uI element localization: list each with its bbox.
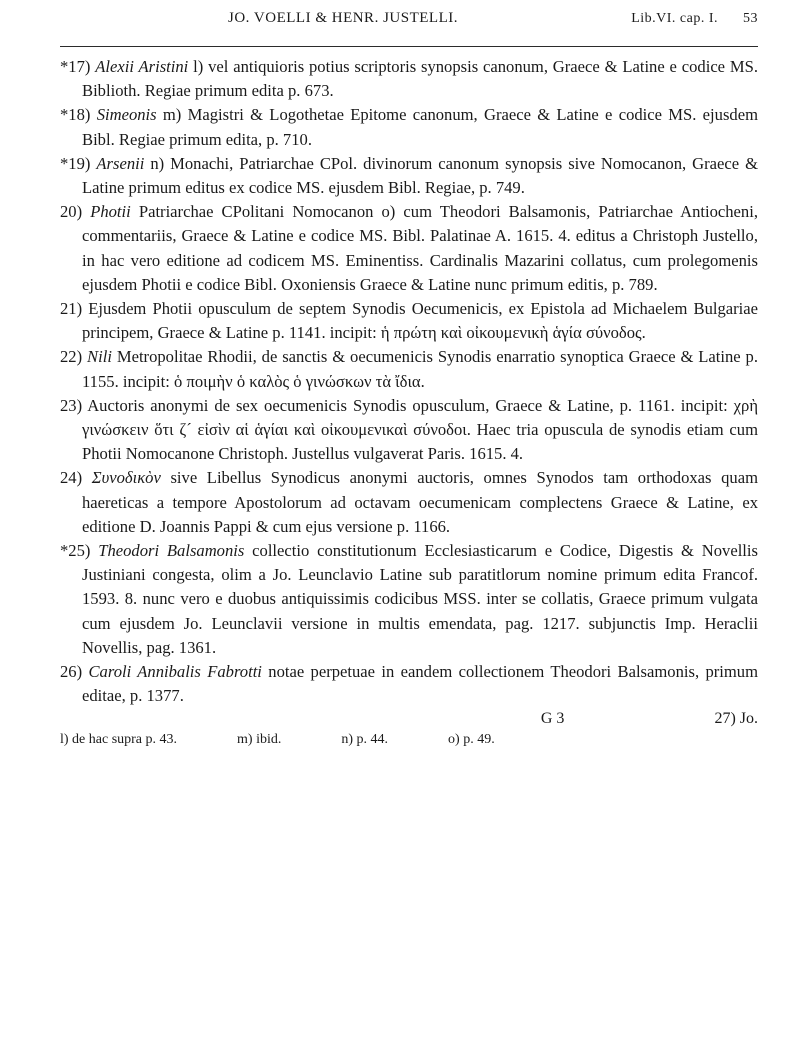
entry-text: notae perpetuae in eandem collectionem Theodori Balsamonis, primum editae, p. 1377. bbox=[82, 662, 758, 706]
footnote: m) ibid. bbox=[237, 732, 282, 748]
signature-mark: G 3 bbox=[540, 710, 565, 728]
footnotes bbox=[60, 732, 758, 748]
entry-number: *19) bbox=[60, 153, 91, 173]
entry-number: 23) bbox=[60, 395, 83, 415]
page-foot bbox=[60, 710, 758, 728]
entry-text: Metropolitae Rhodii, de sanctis & oecumenicis Synodis enarratio synoptica Graece & Latine p. 1155. incipit: ὁ ποιμὴν ὁ καλὸς ὁ γινώσκων τὰ ἴδια. bbox=[82, 347, 758, 391]
entry-author: Caroli Annibalis Fabrotti bbox=[88, 662, 262, 682]
entry-text: l) vel antiquioris potius scriptoris synopsis canonum, Graece & Latine e codice MS. Biblioth. Regiae primum edita p. 673. bbox=[82, 57, 759, 101]
page-number: 53 bbox=[743, 11, 758, 26]
entry-21 bbox=[60, 297, 758, 345]
entry-text: Patriarchae CPolitani Nomocanon o) cum Theodori Balsamonis, Patriarchae Antiocheni, commentariis, Graece & Latine e codice MS. Bibl. Palatinae A. 1615. 4. editus a Christoph Justello, in hac vero editione ad codicem MS. Eminentiss. Cardinalis Mazarini collatus, cum prolegomenis ejusdem Photii e codice Bibl. Oxoniensis Graece & Latine nunc primum editis, p. 789. bbox=[82, 202, 758, 294]
entry-author: Nili bbox=[87, 347, 112, 367]
entry-author: Simeonis bbox=[96, 105, 157, 125]
entry-number: 22) bbox=[60, 347, 83, 367]
entry-text: Ejusdem Photii opusculum de septem Synodis Oecumenicis, ex Epistola ad Michaelem Bulgariae principem, Graece & Latine p. 1141. incipit: ἡ πρώτη καὶ οἰκουμενικὴ ἁγία σύνοδος. bbox=[82, 299, 759, 343]
entry-22 bbox=[60, 345, 758, 393]
entry-text: m) Magistri & Logothetae Epitome canonum, Graece & Latine e codice MS. ejusdem Bibl. Regiae primum edita, p. 710. bbox=[82, 105, 758, 149]
entry-26 bbox=[60, 660, 758, 708]
entry-author: Theodori Balsamonis bbox=[98, 541, 245, 561]
entry-24 bbox=[60, 466, 758, 539]
entry-number: *25) bbox=[60, 541, 91, 561]
catchword: 27) Jo. bbox=[714, 710, 758, 728]
entry-text: sive Libellus Synodicus anonymi auctoris, omnes Synodos tam orthodoxas quam haereticas a tempore Apostolorum ad octavam oecumenicam complectens Graece & Latine, ex editione D. Joannis Pappi & cum ejus versione p. 1166. bbox=[82, 468, 758, 536]
entry-17 bbox=[60, 55, 758, 103]
entry-23 bbox=[60, 394, 758, 467]
entry-author: Arsenii bbox=[96, 153, 145, 173]
book-chapter-reference: Lib.VI. cap. I. bbox=[631, 11, 718, 26]
entry-author: Photii bbox=[90, 202, 131, 222]
entry-text: Auctoris anonymi de sex oecumenicis Synodis opusculum, Graece & Latine, p. 1161. incipit: χρὴ γινώσκειν ὅτι ζ´ εἰσὶν αἱ ἁγίαι καὶ οἰκουμενικαὶ σύνοδοι. Haec tria opuscula de synodis etiam cum Photii Nomocanone Christoph. Justellus vulgaverat Paris. 1615. 4. bbox=[82, 395, 759, 464]
running-header bbox=[60, 10, 758, 47]
footnote: l) de hac supra p. 43. bbox=[60, 732, 178, 748]
footnote: n) p. 44. bbox=[341, 732, 389, 748]
entry-number: 26) bbox=[60, 662, 83, 682]
entry-author: Συνοδικὸν bbox=[91, 468, 161, 488]
entry-18 bbox=[60, 103, 758, 151]
entries-list bbox=[60, 55, 758, 708]
entry-text: collectio constitutionum Ecclesiasticarum e Codice, Digestis & Novellis Justiniani congesta, olim a Jo. Leunclavio Latine sub paratitlorum nomine primum edita Francof. 1593. 8. nunc vero e duobus antiquissimis codicibus MSS. inter se collatis, Graece primum vulgata cum ejusdem Jo. Leunclavii versione in multis emendata, pag. 1217. subjunctis Imp. Heraclii Novellis, pag. 1361. bbox=[82, 541, 758, 657]
entry-number: 20) bbox=[60, 202, 83, 222]
entry-19 bbox=[60, 152, 758, 200]
entry-number: *18) bbox=[60, 105, 91, 125]
entry-25 bbox=[60, 539, 758, 660]
footnote: o) p. 49. bbox=[448, 732, 495, 748]
entry-text: n) Monachi, Patriarchae CPol. divinorum canonum synopsis sive Nomocanon, Graece & Latine primum editus ex codice MS. ejusdem Bibl. Regiae, p. 749. bbox=[82, 153, 758, 198]
entry-number: 21) bbox=[60, 299, 83, 319]
entry-number: *17) bbox=[60, 57, 91, 76]
entry-number: 24) bbox=[60, 468, 83, 488]
entry-author: Alexii Aristini bbox=[95, 57, 189, 76]
running-title: JO. VOELLI & HENR. JUSTELLI. bbox=[228, 10, 458, 26]
entry-20 bbox=[60, 200, 758, 297]
